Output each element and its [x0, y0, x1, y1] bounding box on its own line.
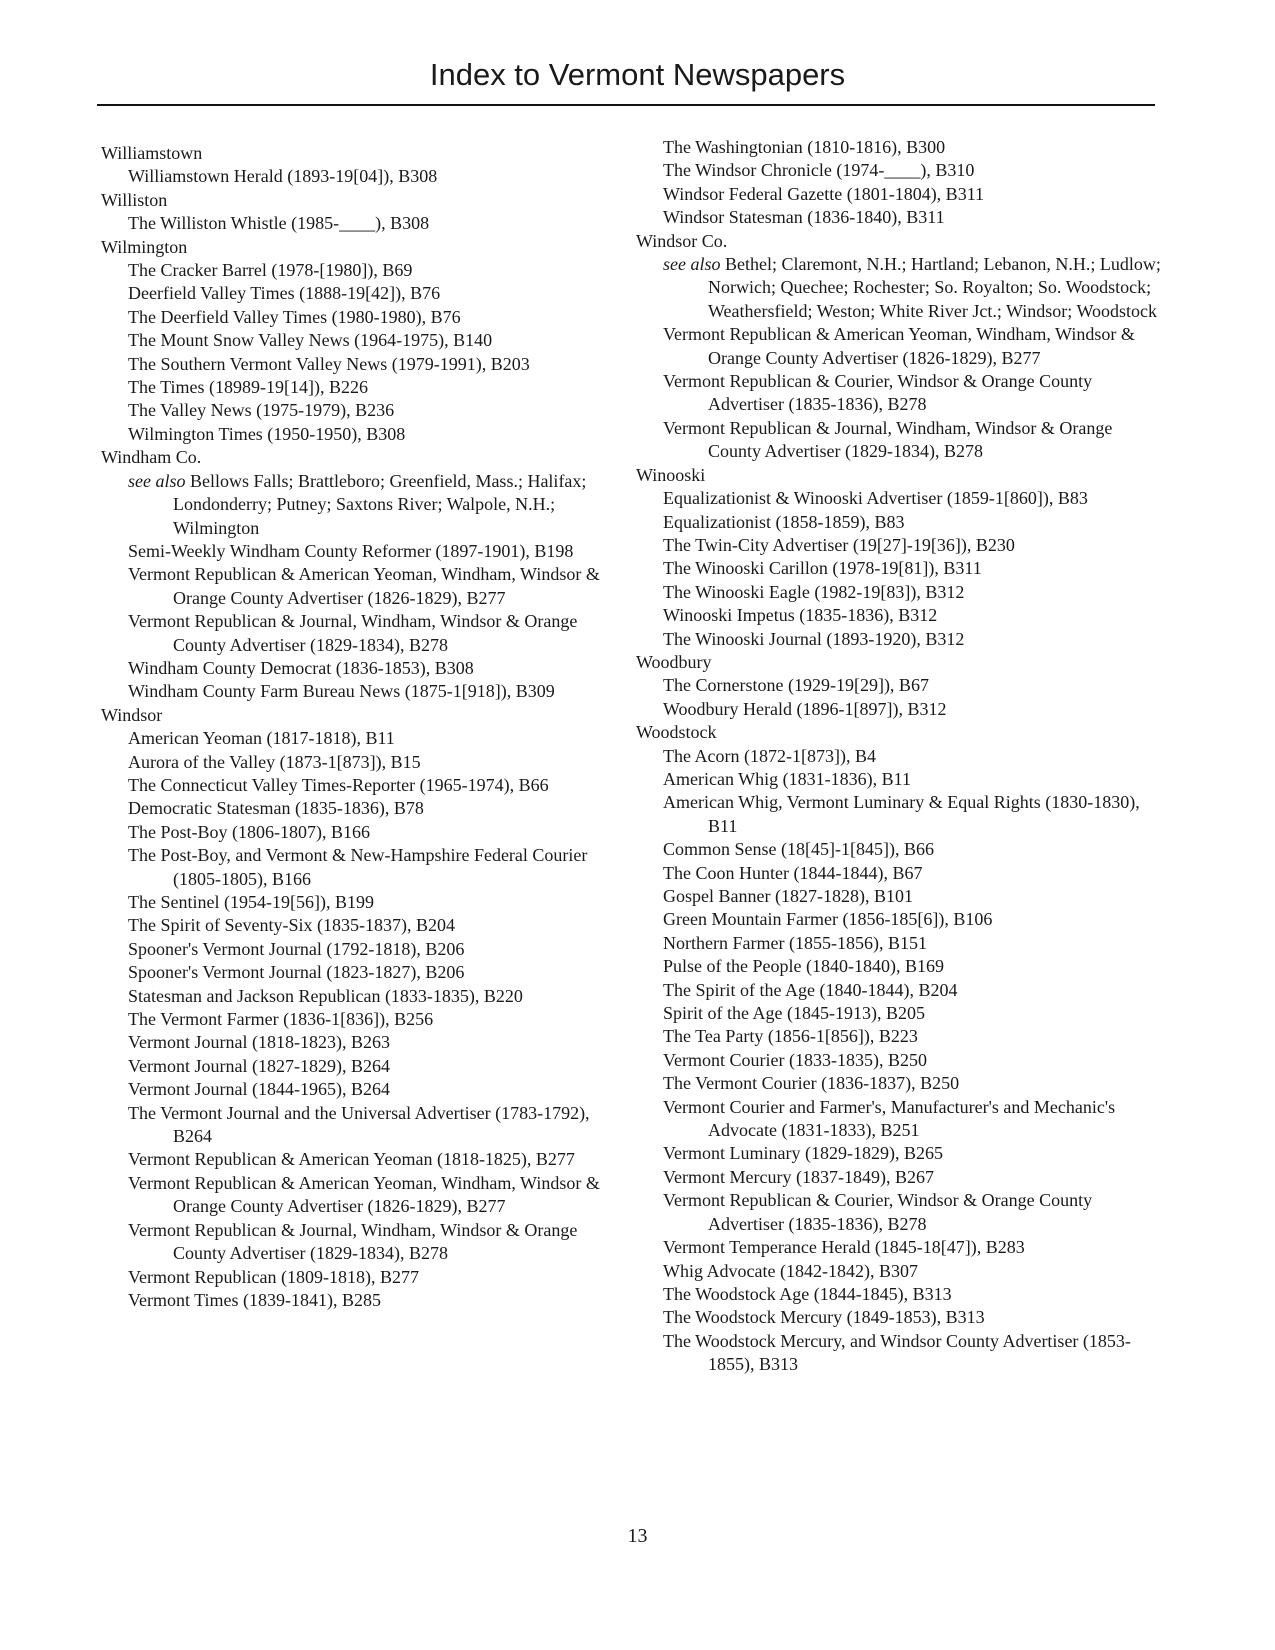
newspaper-entry: The Deerfield Valley Times (1980-1980), B76: [128, 306, 461, 327]
place-heading: Winooski: [636, 464, 706, 485]
newspaper-entry: The Southern Vermont Valley News (1979-1991), B203: [128, 353, 530, 374]
newspaper-entry: Spirit of the Age (1845-1913), B205: [663, 1003, 925, 1024]
see-also-entry: [636, 253, 1166, 323]
newspaper-entry: American Whig (1831-1836), B11: [663, 768, 911, 789]
newspaper-entry: Democratic Statesman (1835-1836), B78: [128, 798, 424, 819]
newspaper-entry: The Connecticut Valley Times-Reporter (1965-1974), B66: [128, 774, 549, 795]
see-also-label: see also: [663, 254, 721, 275]
newspaper-entry: Green Mountain Farmer (1856-185[6]), B106: [663, 909, 993, 930]
newspaper-entry: The Cracker Barrel (1978-[1980]), B69: [128, 260, 413, 281]
newspaper-entry: The Vermont Farmer (1836-1[836]), B256: [128, 1009, 434, 1030]
newspaper-entry: Vermont Journal (1818-1823), B263: [128, 1032, 390, 1053]
see-also-label: see also: [128, 470, 186, 491]
newspaper-entry: Equalizationist (1858-1859), B83: [663, 511, 905, 532]
see-also-places: Bellows Falls; Brattleboro; Greenfield, Mass.; Halifax; Londonderry; Putney; Saxtons River; Walpole, N.H.; Wilmington: [173, 470, 587, 538]
newspaper-entry: The Coon Hunter (1844-1844), B67: [663, 862, 923, 883]
newspaper-entry: Vermont Republican & American Yeoman (1818-1825), B277: [128, 1149, 575, 1170]
newspaper-entry: The Twin-City Advertiser (19[27]-19[36]), B230: [663, 534, 1015, 555]
newspaper-entry: The Williston Whistle (1985-____), B308: [128, 213, 430, 234]
newspaper-entry: The Spirit of Seventy-Six (1835-1837), B204: [128, 915, 455, 936]
place-heading: Windham Co.: [101, 447, 202, 468]
newspaper-entry: The Times (18989-19[14]), B226: [128, 377, 368, 398]
newspaper-entry: Semi-Weekly Windham County Reformer (1897-1901), B198: [128, 540, 574, 561]
newspaper-entry: Windham County Democrat (1836-1853), B308: [128, 657, 474, 678]
newspaper-entry: Pulse of the People (1840-1840), B169: [663, 956, 944, 977]
newspaper-entry: Vermont Times (1839-1841), B285: [128, 1289, 382, 1310]
newspaper-entry: Vermont Republican & American Yeoman, Windham, Windsor & Orange County Advertiser (1826-1829), B277: [663, 324, 1135, 368]
place-heading: Woodbury: [636, 651, 712, 672]
newspaper-entry: The Cornerstone (1929-19[29]), B67: [663, 675, 929, 696]
newspaper-entry: Windham County Farm Bureau News (1875-1[918]), B309: [128, 681, 555, 702]
newspaper-entry: Spooner's Vermont Journal (1823-1827), B206: [128, 962, 465, 983]
newspaper-entry: Woodbury Herald (1896-1[897]), B312: [663, 698, 947, 719]
newspaper-entry: Aurora of the Valley (1873-1[873]), B15: [128, 751, 421, 772]
newspaper-entry: The Winooski Carillon (1978-19[81]), B311: [663, 558, 982, 579]
place-heading: Williamstown: [101, 143, 203, 163]
newspaper-entry: Vermont Republican & Courier, Windsor & Orange County Advertiser (1835-1836), B278: [663, 371, 1093, 415]
newspaper-entry: The Washingtonian (1810-1816), B300: [663, 137, 946, 157]
newspaper-entry: Whig Advocate (1842-1842), B307: [663, 1260, 918, 1281]
newspaper-entry: American Yeoman (1817-1818), B11: [128, 728, 395, 749]
newspaper-entry: The Valley News (1975-1979), B236: [128, 400, 395, 421]
newspaper-entry: Vermont Luminary (1829-1829), B265: [663, 1143, 943, 1164]
newspaper-entry: Vermont Journal (1844-1965), B264: [128, 1079, 390, 1100]
newspaper-entry: Vermont Journal (1827-1829), B264: [128, 1055, 390, 1076]
newspaper-entry: Vermont Courier and Farmer's, Manufacturer's and Mechanic's Advocate (1831-1833), B251: [663, 1096, 1116, 1141]
newspaper-entry: Gospel Banner (1827-1828), B101: [663, 886, 913, 906]
newspaper-entry: Vermont Temperance Herald (1845-18[47]), B283: [663, 1237, 1025, 1258]
title-rule: [97, 104, 1155, 106]
page-title: Index to Vermont Newspapers: [429, 57, 846, 92]
index-column-right: [636, 136, 1166, 1377]
newspaper-entry: Vermont Republican (1809-1818), B277: [128, 1266, 419, 1287]
see-also-entry: [101, 470, 621, 540]
newspaper-entry: The Acorn (1872-1[873]), B4: [663, 745, 876, 766]
newspaper-entry: Northern Farmer (1855-1856), B151: [663, 932, 927, 953]
newspaper-entry: Vermont Mercury (1837-1849), B267: [663, 1166, 934, 1187]
newspaper-entry: Vermont Republican & Journal, Windham, Windsor & Orange County Advertiser (1829-1834), B278: [128, 611, 578, 655]
newspaper-entry: Spooner's Vermont Journal (1792-1818), B206: [128, 938, 465, 959]
newspaper-entry: Vermont Republican & Journal, Windham, Windsor & Orange County Advertiser (1829-1834), B278: [128, 1219, 578, 1264]
newspaper-entry: The Post-Boy (1806-1807), B166: [128, 821, 370, 842]
newspaper-entry: The Woodstock Mercury (1849-1853), B313: [663, 1307, 985, 1328]
newspaper-entry: The Windsor Chronicle (1974-____), B310: [663, 160, 975, 181]
newspaper-entry: The Woodstock Age (1844-1845), B313: [663, 1283, 952, 1304]
newspaper-entry: Equalizationist & Winooski Advertiser (1859-1[860]), B83: [663, 488, 1088, 509]
place-heading: Windsor: [101, 704, 163, 725]
newspaper-entry: Vermont Republican & American Yeoman, Windham, Windsor & Orange County Advertiser (1826-1829), B277: [128, 1172, 600, 1217]
page-number: 13: [627, 1525, 648, 1547]
place-heading: Windsor Co.: [636, 230, 728, 251]
newspaper-entry: Deerfield Valley Times (1888-19[42]), B76: [128, 283, 441, 304]
newspaper-entry: The Woodstock Mercury, and Windsor County Advertiser (1853-1855), B313: [663, 1330, 1131, 1375]
newspaper-entry: American Whig, Vermont Luminary & Equal Rights (1830-1830), B11: [663, 792, 1140, 836]
newspaper-entry: Vermont Republican & Courier, Windsor & Orange County Advertiser (1835-1836), B278: [663, 1190, 1093, 1234]
newspaper-entry: The Post-Boy, and Vermont & New-Hampshire Federal Courier (1805-1805), B166: [128, 845, 588, 889]
newspaper-entry: The Vermont Courier (1836-1837), B250: [663, 1073, 960, 1094]
newspaper-entry: Common Sense (18[45]-1[845]), B66: [663, 839, 934, 860]
newspaper-entry: The Vermont Journal and the Universal Advertiser (1783-1792), B264: [128, 1102, 590, 1147]
newspaper-entry: Vermont Courier (1833-1835), B250: [663, 1049, 927, 1070]
newspaper-entry: The Winooski Eagle (1982-19[83]), B312: [663, 581, 965, 602]
place-heading: Williston: [101, 189, 168, 210]
place-heading: Wilmington: [101, 236, 188, 257]
newspaper-entry: Windsor Federal Gazette (1801-1804), B311: [663, 183, 985, 204]
newspaper-entry: The Winooski Journal (1893-1920), B312: [663, 628, 965, 649]
newspaper-entry: Winooski Impetus (1835-1836), B312: [663, 605, 938, 626]
newspaper-entry: The Spirit of the Age (1840-1844), B204: [663, 979, 958, 1000]
newspaper-entry: Statesman and Jackson Republican (1833-1835), B220: [128, 985, 523, 1006]
newspaper-entry: Windsor Statesman (1836-1840), B311: [663, 207, 945, 228]
see-also-places: Bethel; Claremont, N.H.; Hartland; Lebanon, N.H.; Ludlow; Norwich; Quechee; Rochester; So. Royalton; So. Woodstock; Weathersfield; Weston; White River Jct.; Windsor; Woodstock: [708, 254, 1161, 321]
newspaper-entry: Williamstown Herald (1893-19[04]), B308: [128, 166, 438, 187]
place-heading: Woodstock: [636, 722, 717, 743]
newspaper-entry: Vermont Republican & American Yeoman, Windham, Windsor & Orange County Advertiser (1826-1829), B277: [128, 564, 600, 608]
index-column-left: [101, 142, 621, 1312]
newspaper-entry: Vermont Republican & Journal, Windham, Windsor & Orange County Advertiser (1829-1834), B278: [663, 417, 1113, 462]
newspaper-entry: The Mount Snow Valley News (1964-1975), B140: [128, 330, 493, 351]
newspaper-entry: The Sentinel (1954-19[56]), B199: [128, 892, 374, 912]
newspaper-entry: The Tea Party (1856-1[856]), B223: [663, 1026, 918, 1047]
newspaper-entry: Wilmington Times (1950-1950), B308: [128, 423, 406, 444]
